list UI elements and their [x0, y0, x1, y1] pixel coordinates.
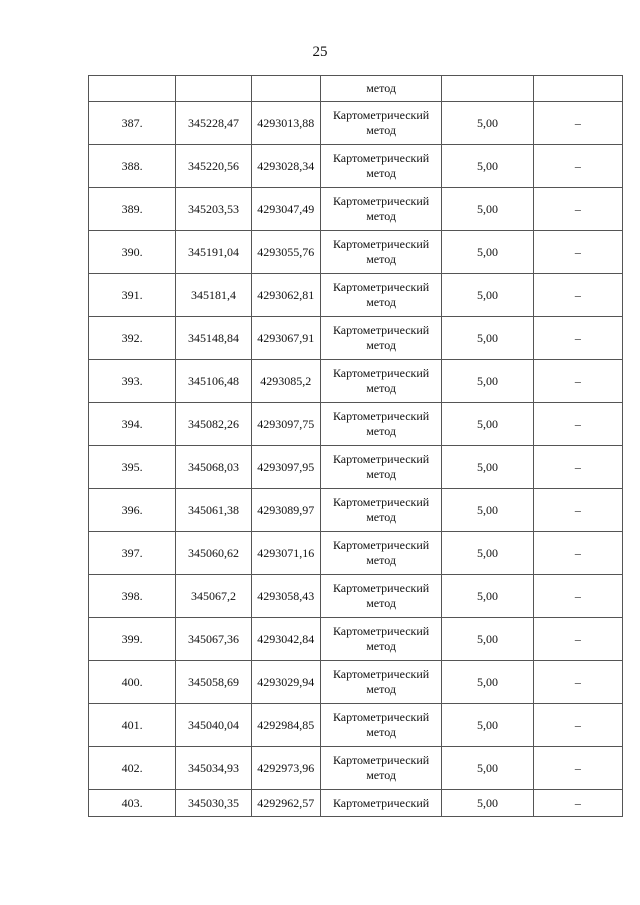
cell-x: 345060,62: [176, 532, 251, 575]
method-line-1: Картометрический: [332, 624, 430, 638]
method-line-2: метод: [366, 209, 396, 223]
cell-description: –: [533, 145, 622, 188]
table-row: [89, 575, 623, 618]
method-line-2: метод: [366, 424, 396, 438]
cell-x: 345191,04: [176, 231, 251, 274]
cell-number: 392.: [89, 317, 176, 360]
cell-number: 388.: [89, 145, 176, 188]
cell-y: 4292984,85: [251, 704, 320, 747]
method-line-1: Картометрический: [332, 409, 430, 423]
cell-precision: 5,00: [442, 790, 533, 817]
cell-y: 4293013,88: [251, 102, 320, 145]
method-line-2: метод: [366, 768, 396, 782]
cell-method: [320, 317, 441, 360]
table-row: [89, 704, 623, 747]
cell-precision: 5,00: [442, 618, 533, 661]
cell-description: –: [533, 704, 622, 747]
cell-method: [320, 489, 441, 532]
cell-x: 345181,4: [176, 274, 251, 317]
table-row: [89, 446, 623, 489]
cell-number: 387.: [89, 102, 176, 145]
cell-method: [320, 403, 441, 446]
cell-precision: 5,00: [442, 489, 533, 532]
method-line-2: метод: [366, 338, 396, 352]
method-line-2: метод: [366, 252, 396, 266]
method-line-1: Картометрический: [332, 667, 430, 681]
cell-y: 4293097,95: [251, 446, 320, 489]
method-line-1: Картометрический: [332, 495, 430, 509]
method-line-1: Картометрический: [332, 323, 430, 337]
cell-description: –: [533, 102, 622, 145]
cell-description: –: [533, 489, 622, 532]
cell-precision: 5,00: [442, 446, 533, 489]
cell-x: 345148,84: [176, 317, 251, 360]
cell-description: –: [533, 575, 622, 618]
cell-precision: 5,00: [442, 575, 533, 618]
table-row: [89, 489, 623, 532]
method-line-2: метод: [366, 639, 396, 653]
cell-method: метод: [320, 76, 441, 102]
cell-number: 394.: [89, 403, 176, 446]
cell-number: 401.: [89, 704, 176, 747]
cell-precision: 5,00: [442, 274, 533, 317]
cell-description: –: [533, 446, 622, 489]
method-line-1: Картометрический: [332, 581, 430, 595]
method-line-1: Картометрический: [332, 151, 430, 165]
cell-x: 345061,38: [176, 489, 251, 532]
cell-precision: 5,00: [442, 317, 533, 360]
cell-description: –: [533, 403, 622, 446]
cell-x: [176, 76, 251, 102]
cell-description: –: [533, 274, 622, 317]
method-line-2: метод: [366, 682, 396, 696]
method-line-1: Картометрический: [332, 108, 430, 122]
cell-y: 4293055,76: [251, 231, 320, 274]
cell-y: 4293029,94: [251, 661, 320, 704]
cell-precision: 5,00: [442, 532, 533, 575]
method-line-2: метод: [366, 467, 396, 481]
cell-method: [320, 102, 441, 145]
table-row: [89, 231, 623, 274]
cell-y: 4292973,96: [251, 747, 320, 790]
cell-method: [320, 145, 441, 188]
cell-precision: 5,00: [442, 661, 533, 704]
cell-precision: 5,00: [442, 188, 533, 231]
cell-method: [320, 360, 441, 403]
cell-x: 345034,93: [176, 747, 251, 790]
cell-precision: 5,00: [442, 704, 533, 747]
cell-number: 403.: [89, 790, 176, 817]
cell-description: –: [533, 532, 622, 575]
cell-x: 345067,36: [176, 618, 251, 661]
cell-method: [320, 618, 441, 661]
cell-y: 4293058,43: [251, 575, 320, 618]
cell-x: 345228,47: [176, 102, 251, 145]
method-line-2: метод: [366, 166, 396, 180]
cell-x: 345082,26: [176, 403, 251, 446]
method-line-1: Картометрический: [332, 538, 430, 552]
method-line-2: метод: [366, 596, 396, 610]
method-line-1: Картометрический: [332, 452, 430, 466]
cell-x: 345203,53: [176, 188, 251, 231]
method-line-1: Картометрический: [332, 753, 430, 767]
cell-method: [320, 446, 441, 489]
cell-x: 345068,03: [176, 446, 251, 489]
method-line-2: метод: [366, 123, 396, 137]
method-line-2: метод: [366, 553, 396, 567]
table-row: [89, 747, 623, 790]
table-row: [89, 403, 623, 446]
cell-y: 4293071,16: [251, 532, 320, 575]
cell-number: [89, 76, 176, 102]
cell-precision: 5,00: [442, 747, 533, 790]
cell-number: 402.: [89, 747, 176, 790]
cell-number: 399.: [89, 618, 176, 661]
cell-x: 345040,04: [176, 704, 251, 747]
cell-y: 4293047,49: [251, 188, 320, 231]
table-row: [89, 618, 623, 661]
method-line-2: метод: [366, 381, 396, 395]
table-row: [89, 661, 623, 704]
method-line-1: Картометрический: [332, 237, 430, 251]
cell-description: –: [533, 317, 622, 360]
cell-precision: 5,00: [442, 102, 533, 145]
table-row: [89, 274, 623, 317]
cell-description: [533, 76, 622, 102]
page-number: 25: [312, 44, 328, 60]
continued-row: [89, 76, 623, 102]
cell-y: 4293085,2: [251, 360, 320, 403]
method-line-1: Картометрический: [332, 710, 430, 724]
cell-method: [320, 532, 441, 575]
cell-x: 345058,69: [176, 661, 251, 704]
cell-description: –: [533, 188, 622, 231]
cell-method: [320, 661, 441, 704]
cell-method: [320, 188, 441, 231]
method-line-1: Картометрический: [332, 366, 430, 380]
cell-method: [320, 231, 441, 274]
cell-description: –: [533, 790, 622, 817]
cell-y: [251, 76, 320, 102]
cell-description: –: [533, 231, 622, 274]
cell-method: [320, 274, 441, 317]
cell-number: 391.: [89, 274, 176, 317]
cell-number: 400.: [89, 661, 176, 704]
cell-y: 4293089,97: [251, 489, 320, 532]
cell-x: 345106,48: [176, 360, 251, 403]
cell-x: 345067,2: [176, 575, 251, 618]
cell-y: 4293097,75: [251, 403, 320, 446]
cell-x: 345220,56: [176, 145, 251, 188]
cell-number: 389.: [89, 188, 176, 231]
cell-x: 345030,35: [176, 790, 251, 817]
cell-precision: 5,00: [442, 145, 533, 188]
table-row: [89, 145, 623, 188]
method-line-2: метод: [366, 295, 396, 309]
cell-number: 390.: [89, 231, 176, 274]
coordinates-table: [88, 75, 623, 817]
table-row: [89, 188, 623, 231]
cell-description: –: [533, 661, 622, 704]
cell-precision: 5,00: [442, 360, 533, 403]
cell-precision: [442, 76, 533, 102]
table-row: [89, 790, 623, 817]
table-row: [89, 317, 623, 360]
cell-description: –: [533, 747, 622, 790]
cell-number: 397.: [89, 532, 176, 575]
method-line-2: метод: [366, 725, 396, 739]
cell-method: Картометрический: [320, 790, 441, 817]
table-row: [89, 102, 623, 145]
cell-description: –: [533, 360, 622, 403]
cell-y: 4293042,84: [251, 618, 320, 661]
table-row: [89, 532, 623, 575]
cell-number: 396.: [89, 489, 176, 532]
cell-method: [320, 575, 441, 618]
method-line-1: Картометрический: [332, 280, 430, 294]
cell-y: 4293062,81: [251, 274, 320, 317]
cell-precision: 5,00: [442, 231, 533, 274]
cell-method: [320, 747, 441, 790]
cell-y: 4292962,57: [251, 790, 320, 817]
cell-y: 4293028,34: [251, 145, 320, 188]
cell-precision: 5,00: [442, 403, 533, 446]
cell-y: 4293067,91: [251, 317, 320, 360]
cell-number: 393.: [89, 360, 176, 403]
cell-description: –: [533, 618, 622, 661]
cell-number: 395.: [89, 446, 176, 489]
method-line-1: Картометрический: [332, 194, 430, 208]
cell-method: [320, 704, 441, 747]
cell-number: 398.: [89, 575, 176, 618]
table-row: [89, 360, 623, 403]
method-line-2: метод: [366, 510, 396, 524]
